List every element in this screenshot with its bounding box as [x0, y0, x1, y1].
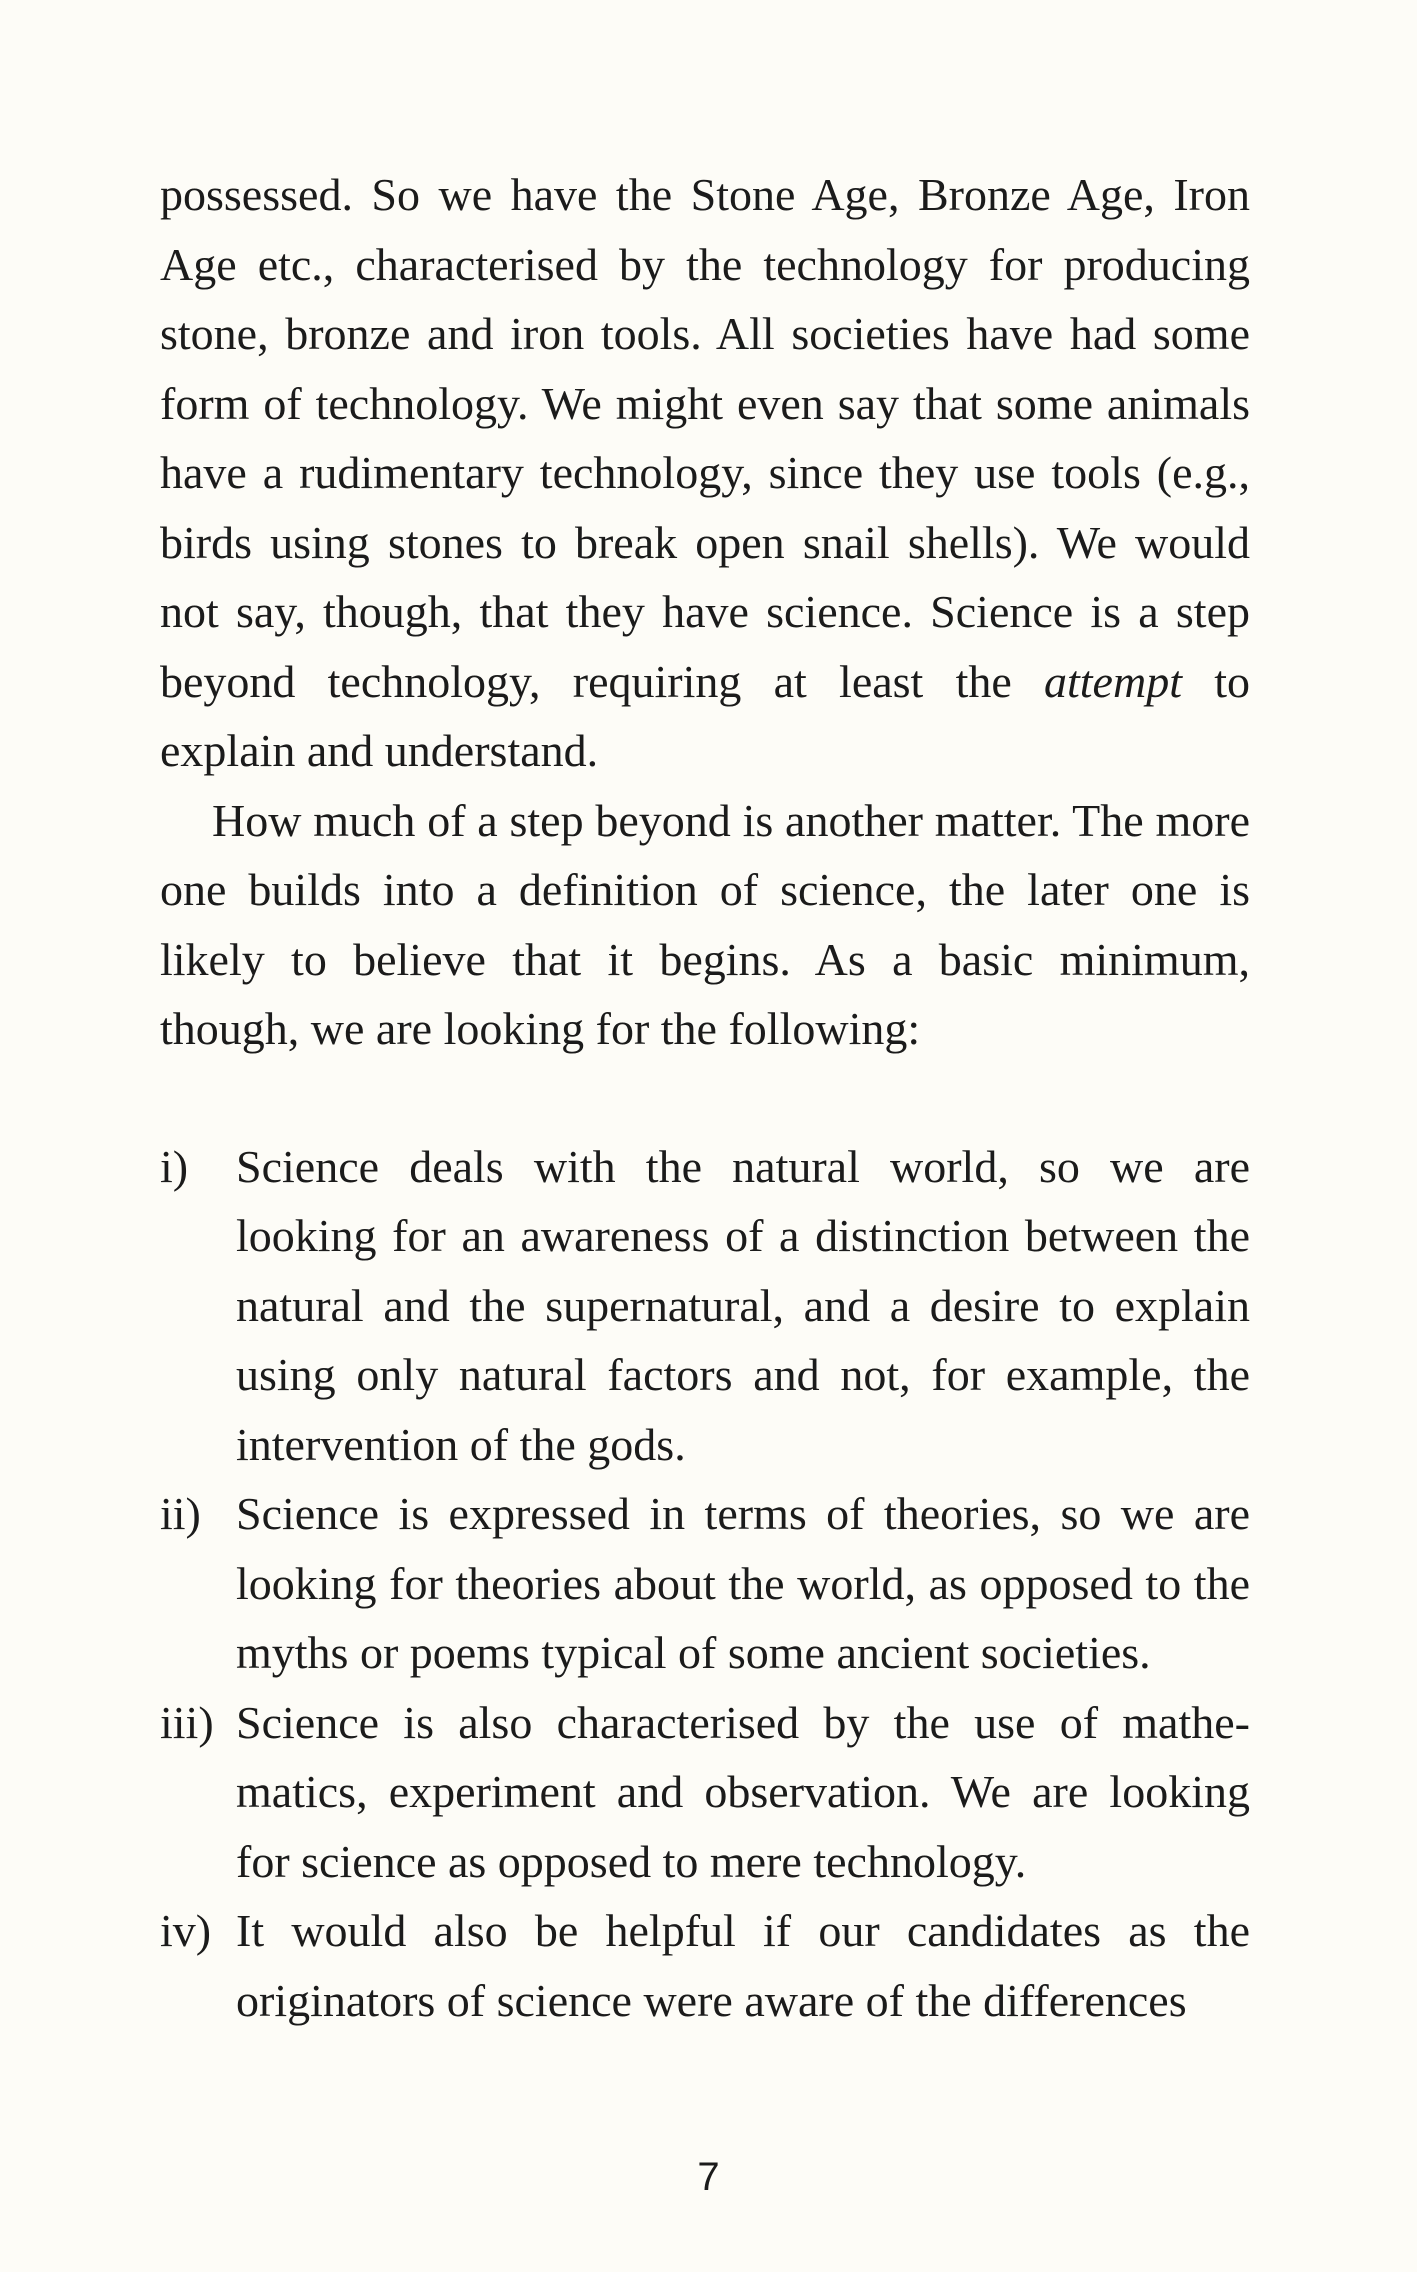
list-item-marker: iv) — [160, 1905, 212, 1956]
paragraph-1 — [160, 160, 1250, 786]
criteria-list — [160, 1132, 1250, 2036]
list-item-text: Science is expressed in terms of theories, so we are looking for theories about the world, as opposed to the myths or poems typical of some ancient societies. — [236, 1488, 1250, 1678]
list-item-text: Science is also characterised by the use of mathe-matics, experiment and observation. We are looking for science as opposed to mere technology. — [236, 1696, 1250, 1887]
page-body — [160, 160, 1250, 2035]
list-item — [160, 1479, 1250, 1688]
list-item-marker: i) — [160, 1140, 189, 1192]
paragraph-1-emphasis: attempt — [1044, 655, 1182, 707]
paragraph-1-ending: to explain and understand. — [160, 655, 1250, 776]
list-item-text: Science deals with the natural world, so we are looking for an awareness of a distinction between the natural and the supernatural, and a desire to explain using only natural factors and not, for example, the intervention of the gods. — [236, 1140, 1250, 1470]
list-item — [160, 1896, 1250, 2035]
list-item — [160, 1688, 1250, 1897]
list-item-text: It would also be helpful if our candidates as the originators of science were aware of the differences — [236, 1905, 1250, 2026]
paragraph-1-text: possessed. So we have the Stone Age, Bronze Age, Iron Age etc., characterised by the technology for producing stone, bronze and iron tools. All societies have had some form of technology. We might even say that some animals have a rudimentary technology, since they use tools (e.g., birds using stones to break open snail shells). We would not say, though, that they have science. Science is a step beyond technology, requiring at least the — [160, 169, 1250, 707]
paragraph-2: How much of a step beyond is another matter. The more one builds into a definition of science, the later one is likely to believe that it begins. As a basic minimum, though, we are looking for the following: — [160, 794, 1250, 1054]
list-item — [160, 1132, 1250, 1480]
list-item-marker: ii) — [160, 1488, 201, 1539]
list-item-marker: iii) — [160, 1696, 214, 1748]
page-number: 7 — [697, 2155, 720, 2199]
